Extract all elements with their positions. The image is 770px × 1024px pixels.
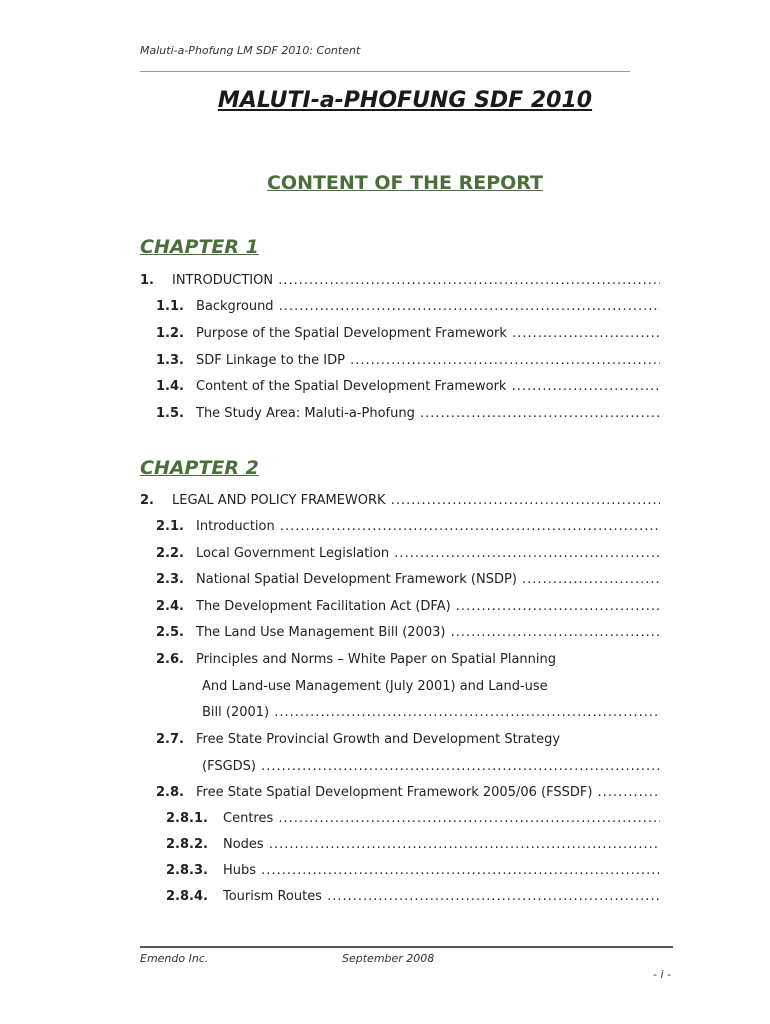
toc-entry-label: Bill (2001) ..... xyxy=(202,705,660,720)
toc-entry-number: 1.3. xyxy=(156,353,184,368)
header-rule xyxy=(140,71,630,72)
toc-entry-2-8-4[interactable] xyxy=(140,889,660,909)
toc-entry-number: 2. xyxy=(140,493,154,508)
chapter-1-heading: CHAPTER 1 xyxy=(140,236,259,258)
toc-entry-2-2[interactable] xyxy=(140,546,660,566)
footer-company: Emendo Inc. xyxy=(140,952,209,965)
toc-entry-label: Background ..... xyxy=(196,299,660,314)
toc-entry-label: Purpose of the Spatial Development Framework ..... xyxy=(196,326,660,341)
toc-entry-1-4[interactable] xyxy=(140,379,660,399)
toc-entry-number: 2.1. xyxy=(156,519,184,534)
toc-entry-number: 1.5. xyxy=(156,406,184,421)
toc-entry-label: The Study Area: Maluti-a-Phofung ..... xyxy=(196,406,660,421)
page-number: - i - xyxy=(653,968,671,981)
toc-entry-1-2[interactable] xyxy=(140,326,660,346)
toc-entry-number: 2.4. xyxy=(156,599,184,614)
toc-entry-1-3[interactable] xyxy=(140,353,660,373)
toc-entry-2-4[interactable] xyxy=(140,599,660,619)
toc-entry-2[interactable] xyxy=(140,493,660,513)
report-subtitle: CONTENT OF THE REPORT xyxy=(266,172,544,194)
toc-entry-number: 1.4. xyxy=(156,379,184,394)
toc-entry-number: 2.8. xyxy=(156,785,184,800)
toc-entry-number: 2.8.1. xyxy=(166,811,208,826)
toc-entry-1-5[interactable] xyxy=(140,406,660,426)
toc-entry-2-7-cont[interactable] xyxy=(140,759,660,779)
toc-entry-label: Hubs ..... xyxy=(223,863,660,878)
toc-entry-number: 2.7. xyxy=(156,732,184,747)
toc-entry-label: The Land Use Management Bill (2003) ..... xyxy=(196,625,660,640)
toc-entry-2-8-2[interactable] xyxy=(140,837,660,857)
toc-entry-label: LEGAL AND POLICY FRAMEWORK ..... xyxy=(172,493,660,508)
toc-entry-1[interactable] xyxy=(140,273,660,293)
footer-date: September 2008 xyxy=(342,952,435,965)
toc-entry-number: 2.8.4. xyxy=(166,889,208,904)
document-title: MALUTI-a-PHOFUNG SDF 2010 xyxy=(217,88,593,113)
toc-entry-label: SDF Linkage to the IDP ..... xyxy=(196,353,660,368)
toc-entry-number: 2.3. xyxy=(156,572,184,587)
toc-entry-2-6-cont[interactable] xyxy=(140,679,660,699)
toc-entry-label: And Land-use Management (July 2001) and Land-use xyxy=(202,679,548,694)
toc-entry-label: Local Government Legislation ..... xyxy=(196,546,660,561)
toc-entry-label: Centres ..... xyxy=(223,811,660,826)
toc-entry-2-8[interactable] xyxy=(140,785,660,805)
chapter-2-heading: CHAPTER 2 xyxy=(140,457,259,479)
toc-entry-label: Free State Provincial Growth and Development Strategy xyxy=(196,732,561,747)
toc-entry-2-7[interactable] xyxy=(140,732,660,752)
toc-entry-label: Principles and Norms – White Paper on Spatial Planning xyxy=(196,652,557,667)
toc-entry-label: Introduction ..... xyxy=(196,519,660,534)
toc-entry-label: (FSGDS) ..... xyxy=(202,759,660,774)
toc-entry-2-8-1[interactable] xyxy=(140,811,660,831)
toc-entry-label: Free State Spatial Development Framework 2005/06 (FSSDF) ..... xyxy=(196,785,660,800)
toc-entry-label: Tourism Routes ..... xyxy=(223,889,660,904)
footer-rule xyxy=(140,946,673,948)
toc-entry-2-3[interactable] xyxy=(140,572,660,592)
toc-entry-2-5[interactable] xyxy=(140,625,660,645)
toc-entry-number: 1.2. xyxy=(156,326,184,341)
toc-entry-2-6-cont[interactable] xyxy=(140,705,660,725)
toc-entry-number: 2.8.3. xyxy=(166,863,208,878)
toc-entry-label: The Development Facilitation Act (DFA) ..... xyxy=(196,599,660,614)
toc-entry-label: National Spatial Development Framework (NSDP) ..... xyxy=(196,572,660,587)
toc-entry-number: 2.5. xyxy=(156,625,184,640)
toc-entry-2-1[interactable] xyxy=(140,519,660,539)
toc-entry-label: Nodes ..... xyxy=(223,837,660,852)
toc-entry-number: 2.2. xyxy=(156,546,184,561)
running-header: Maluti-a-Phofung LM SDF 2010: Content xyxy=(140,44,361,57)
toc-entry-2-6[interactable] xyxy=(140,652,660,672)
toc-entry-number: 2.6. xyxy=(156,652,184,667)
toc-entry-number: 1. xyxy=(140,273,154,288)
toc-entry-2-8-3[interactable] xyxy=(140,863,660,883)
toc-entry-number: 2.8.2. xyxy=(166,837,208,852)
toc-entry-label: Content of the Spatial Development Framework ..... xyxy=(196,379,660,394)
toc-entry-1-1[interactable] xyxy=(140,299,660,319)
toc-entry-number: 1.1. xyxy=(156,299,184,314)
toc-entry-label: INTRODUCTION ..... xyxy=(172,273,660,288)
